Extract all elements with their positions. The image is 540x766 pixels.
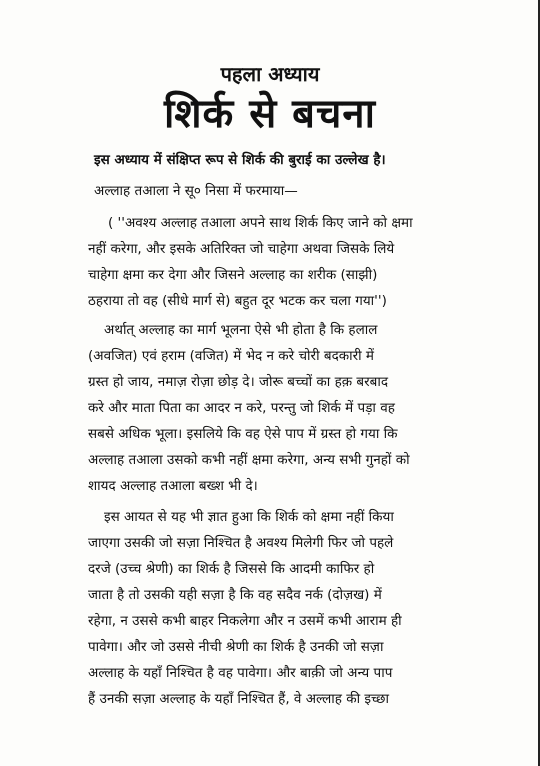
paragraph-line: जाता है तो उसकी यही सज़ा है कि वह सदैव नर्क (दोज़ख) में <box>88 587 382 603</box>
chapter-heading: पहला अध्याय <box>220 62 320 86</box>
paragraph-line: सबसे अधिक भूला। इसलिये कि वह ऐसे पाप में ग्रस्त हो गया कि <box>88 426 398 442</box>
intro-line: अल्लाह तआला ने सू० निसा में फरमाया— <box>94 183 298 199</box>
chapter-summary: इस अध्याय में संक्षिप्त रूप से शिर्क की बुराई का उल्लेख है। <box>94 152 386 168</box>
paragraph-line: जाएगा उसकी जो सज़ा निश्चित है अवश्य मिलेगी फिर जो पहले <box>88 535 394 551</box>
paragraph-line: ग्रस्त हो जाय, नमाज़ रोज़ा छोड़ दे। जोरू बच्चों का हक़ बरबाद <box>88 374 389 390</box>
paragraph-line: हैं उनकी सज़ा अल्लाह के यहाँ निश्चित हैं, वे अल्लाह की इच्छा <box>88 691 389 707</box>
paragraph-line: शायद अल्लाह तआला बख्श भी दे। <box>88 478 258 494</box>
paragraph-line: अल्लाह के यहाँ निश्चित है वह पावेगा। और बाक़ी जो अन्य पाप <box>88 665 393 681</box>
paragraph-line: (अवजित) एवं हराम (वजित) में भेद न करे चोरी बदकारी में <box>88 348 374 364</box>
quote-line: नहीं करेगा, और इसके अतिरिक्त जो चाहेगा अथवा जिसके लिये <box>88 241 395 257</box>
paragraph-line: पावेगा। और जो उससे नीची श्रेणी का शिर्क है उनकी जो सज़ा <box>88 639 384 655</box>
paragraph-line: अल्लाह तआला उसको कभी नहीं क्षमा करेगा, अन्य सभी गुनहों को <box>88 452 410 468</box>
paragraph-line: इस आयत से यह भी ज्ञात हुआ कि शिर्क को क्षमा नहीं किया <box>104 509 394 525</box>
paragraph-line: अर्थात् अल्लाह का मार्ग भूलना ऐसे भी होता है कि हलाल <box>104 322 378 338</box>
paragraph-line: दरजे (उच्च श्रेणी) का शिर्क है जिससे कि आदमी काफिर हो <box>88 561 375 577</box>
quote-line: ( ''अवश्य अल्लाह तआला अपने साथ शिर्क किए जाने को क्षमा <box>108 215 413 231</box>
page-title: शिर्क से बचना <box>164 91 376 137</box>
paragraph-line: करे और माता पिता का आदर न करे, परन्तु जो शिर्क में पड़ा वह <box>88 400 395 416</box>
quote-line: ठहराया तो वह (सीधे मार्ग से) बहुत दूर भटक कर चला गया'') <box>88 293 387 309</box>
paragraph-line: रहेगा, न उससे कभी बाहर निकलेगा और न उसमें कभी आराम ही <box>88 613 402 629</box>
quote-line: चाहेगा क्षमा कर देगा और जिसने अल्लाह का शरीक (साझी) <box>88 267 378 283</box>
